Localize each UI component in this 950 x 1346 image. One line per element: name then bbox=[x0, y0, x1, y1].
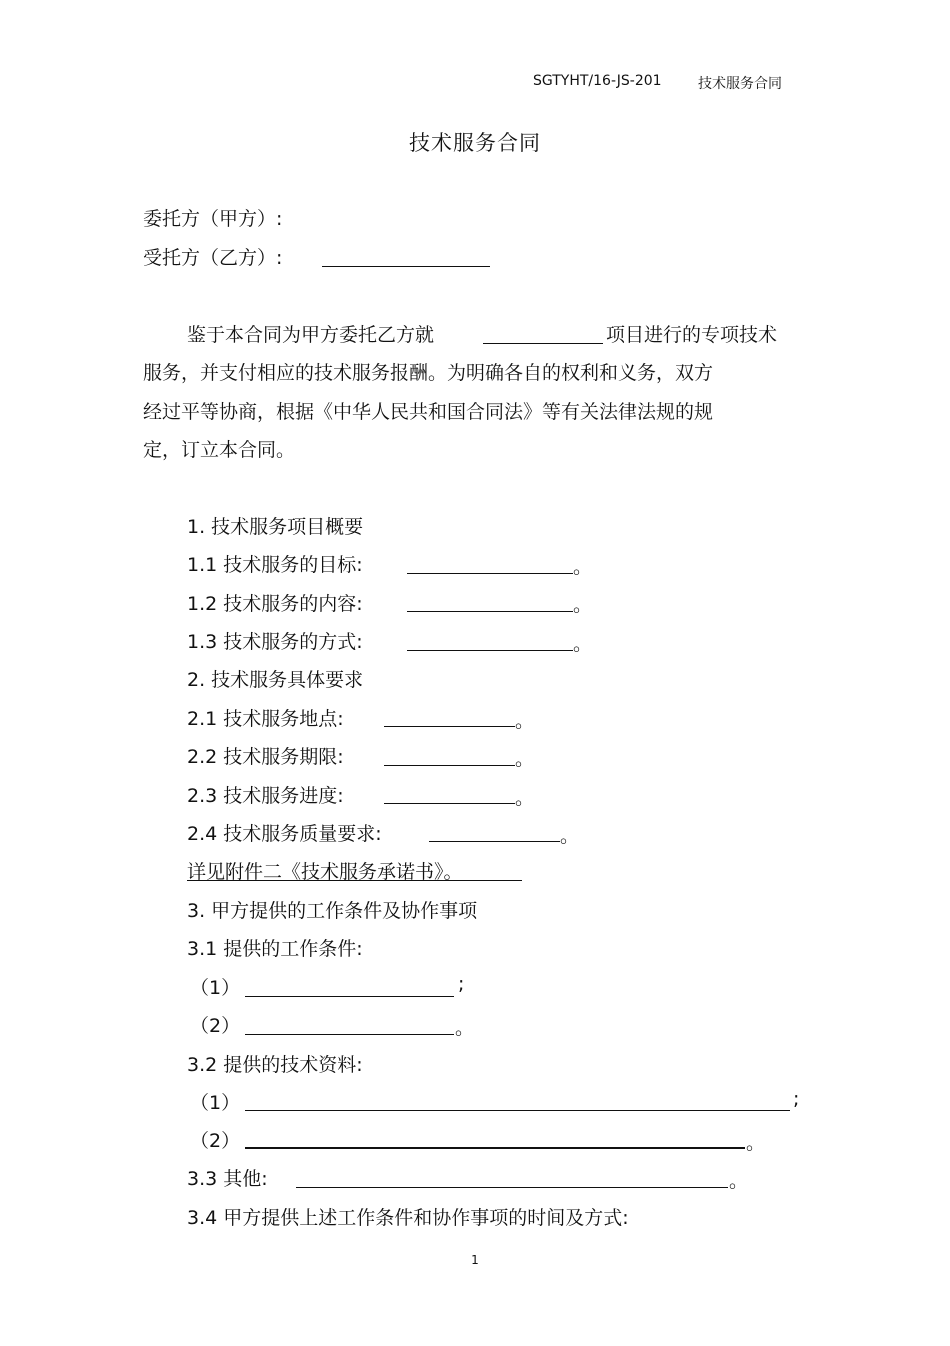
item-2-4-note: 详见附件二《技术服务承诺书》。 bbox=[187, 861, 463, 883]
item-1-2-blank[interactable] bbox=[407, 611, 573, 612]
header-doc-code: SGTYHT/16-JS-201 bbox=[533, 73, 662, 89]
item-1-1-label: 1.1 技术服务的目标: bbox=[187, 554, 363, 576]
project-name-blank[interactable] bbox=[483, 343, 603, 344]
item-3-2-2-blank[interactable] bbox=[245, 1147, 745, 1149]
item-1-2-period: 。 bbox=[573, 594, 593, 616]
item-3-3-blank[interactable] bbox=[296, 1187, 728, 1188]
item-3-1-1-semicolon: ; bbox=[458, 973, 465, 995]
section-3-heading: 3. 甲方提供的工作条件及协作事项 bbox=[187, 900, 478, 922]
item-1-3-blank[interactable] bbox=[407, 650, 573, 651]
item-2-3-blank[interactable] bbox=[384, 803, 515, 804]
item-2-1-blank[interactable] bbox=[384, 726, 515, 727]
item-2-1-label: 2.1 技术服务地点: bbox=[187, 708, 344, 730]
item-3-2-1-blank[interactable] bbox=[245, 1110, 790, 1111]
item-3-2-1-marker: （1） bbox=[190, 1092, 241, 1114]
item-2-3-period: 。 bbox=[515, 787, 535, 809]
item-1-3-label: 1.3 技术服务的方式: bbox=[187, 631, 363, 653]
intro-line-1b: 项目进行的专项技术 bbox=[606, 324, 778, 346]
intro-line-1a: 鉴于本合同为甲方委托乙方就 bbox=[187, 324, 435, 346]
item-1-1-period: 。 bbox=[573, 556, 593, 578]
intro-line-4: 定，订立本合同。 bbox=[143, 439, 296, 461]
item-3-2-1-semicolon: ; bbox=[793, 1088, 800, 1110]
item-2-2-blank[interactable] bbox=[384, 765, 515, 766]
item-2-2-period: 。 bbox=[515, 748, 535, 770]
item-1-1-blank[interactable] bbox=[407, 573, 573, 574]
item-3-1-2-marker: （2） bbox=[190, 1015, 241, 1037]
intro-line-2: 服务，并支付相应的技术服务报酬。为明确各自的权利和义务，双方 bbox=[143, 362, 714, 384]
contractor-party-label: 受托方（乙方）: bbox=[143, 247, 283, 269]
item-3-1-1-blank[interactable] bbox=[245, 996, 454, 997]
item-2-3-label: 2.3 技术服务进度: bbox=[187, 785, 344, 807]
item-1-3-period: 。 bbox=[573, 633, 593, 655]
section-1-heading: 1. 技术服务项目概要 bbox=[187, 516, 364, 538]
client-party-label: 委托方（甲方）: bbox=[143, 208, 283, 230]
item-2-2-label: 2.2 技术服务期限: bbox=[187, 746, 344, 768]
item-2-1-period: 。 bbox=[515, 710, 535, 732]
intro-line-3: 经过平等协商，根据《中华人民共和国合同法》等有关法律法规的规 bbox=[143, 401, 714, 423]
item-3-2-2-period: 。 bbox=[746, 1132, 766, 1154]
item-3-1-2-period: 。 bbox=[455, 1017, 475, 1039]
item-3-2-label: 3.2 提供的技术资料: bbox=[187, 1054, 363, 1076]
item-2-4-note-underline bbox=[187, 880, 522, 881]
item-3-1-1-marker: （1） bbox=[190, 977, 241, 999]
page-number: 1 bbox=[471, 1253, 479, 1267]
item-2-4-blank[interactable] bbox=[429, 841, 560, 842]
item-1-2-label: 1.2 技术服务的内容: bbox=[187, 593, 363, 615]
item-3-2-2-marker: （2） bbox=[190, 1130, 241, 1152]
item-3-4-label: 3.4 甲方提供上述工作条件和协作事项的时间及方式: bbox=[187, 1207, 629, 1229]
item-2-4-period: 。 bbox=[560, 825, 580, 847]
item-3-3-label: 3.3 其他: bbox=[187, 1168, 268, 1190]
contractor-name-blank[interactable] bbox=[322, 266, 490, 267]
item-3-1-label: 3.1 提供的工作条件: bbox=[187, 938, 363, 960]
item-3-3-period: 。 bbox=[729, 1170, 749, 1192]
header-doc-title: 技术服务合同 bbox=[698, 76, 782, 92]
page-title: 技术服务合同 bbox=[409, 131, 541, 155]
section-2-heading: 2. 技术服务具体要求 bbox=[187, 669, 364, 691]
item-3-1-2-blank[interactable] bbox=[245, 1034, 454, 1035]
item-2-4-label: 2.4 技术服务质量要求: bbox=[187, 823, 382, 845]
